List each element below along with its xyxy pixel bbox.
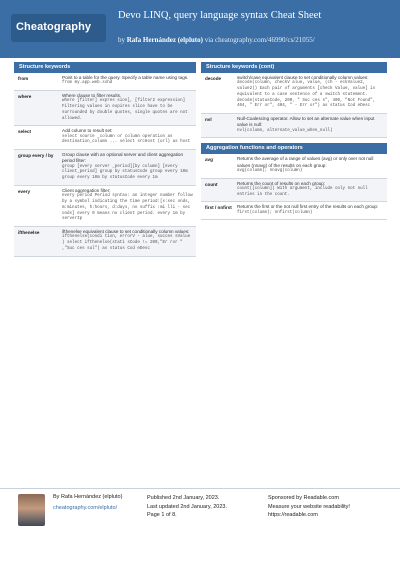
code-example: from my.app.web.sshd	[62, 81, 113, 86]
keyword-description	[62, 229, 196, 253]
code-example: select source _column or column operation as destination_column ... select srcHost (url) as host	[62, 134, 191, 145]
sheet-url[interactable]: cheatography.com/46990/cs/21055/	[215, 36, 315, 44]
keyword-name: avg	[205, 157, 213, 163]
keyword-description	[237, 181, 387, 199]
sponsor-link[interactable]: https://readable.com	[268, 512, 318, 518]
description-text: Null-Coalescing operator. Allow to set an alternate value when input value is null:	[237, 116, 375, 128]
logo-text: Cheatography	[16, 21, 92, 33]
keyword-row	[14, 73, 196, 91]
keyword-description	[62, 75, 196, 87]
description-text: Group clause with an optional server and client aggregation period filter:	[62, 152, 184, 164]
description-text: Returns the first or the not null first entry of the results on each group:	[237, 204, 379, 210]
keyword-description	[237, 156, 387, 174]
section-header: Structure keywords	[14, 62, 196, 73]
keyword-row	[14, 150, 196, 186]
keyword-description	[62, 93, 196, 122]
keyword-row	[201, 154, 387, 178]
keyword-description	[62, 188, 196, 223]
keyword-description	[237, 116, 387, 134]
description-text: Point to a table for the query. Specify a table name using tags.	[62, 75, 189, 80]
keyword-name: count	[205, 181, 218, 187]
keyword-row	[201, 179, 387, 203]
keyword-description	[62, 128, 196, 146]
section-header: Aggregation functions and operators	[201, 143, 387, 154]
keyword-name: select	[18, 129, 32, 135]
page-number: Page 1 of 8.	[147, 512, 177, 518]
code-example: decode(column, checkV alue, value, (ch - eckValue2, value2)) Each pair of arguments [check Value, value] is equivalent to a case sentence of a switch statement. decode(statusCode, 200, " Suc ces s", 400, "Not Found", 404, " Err or", 404, " - Err or") as status Cod eDesc	[237, 81, 376, 109]
keyword-name: group every / by	[18, 153, 54, 159]
keyword-row	[201, 73, 387, 114]
code-example: avg(column); nnavg(column)	[237, 168, 303, 173]
code-example: group [every server _period][by column] [every client_period] group by statusCode group every 10m group every 10m by statusCode every 1m	[62, 164, 188, 181]
description-text: switch/case equivalent clause to set conditionally column values:	[237, 75, 369, 80]
keyword-name: from	[18, 76, 29, 81]
footer-dates	[147, 494, 257, 520]
code-example: where [filter] expres sion], [filter2 expression] Filtering values in expires slice have to be surrounded by double quotes, single quotes are not allowed.	[62, 99, 188, 121]
keyword-row	[14, 227, 196, 257]
keyword-row	[14, 91, 196, 126]
updated-date: Last updated 2nd January, 2023.	[147, 503, 228, 510]
code-example: first(column); nnfirst(column)	[237, 210, 313, 215]
footer-author: By Rafa Hernández (elpluto)	[53, 494, 123, 500]
description-text: Returns the count of results on each group:	[237, 180, 326, 186]
keyword-description	[237, 204, 387, 216]
keyword-row	[14, 126, 196, 150]
keyword-name: nvl	[205, 117, 212, 123]
description-text: Where clause to filter results.	[62, 93, 122, 98]
keyword-name: every	[18, 188, 31, 194]
section-header: Structure keywords (cont)	[201, 62, 387, 73]
section-spacer	[14, 257, 196, 262]
published-date: Published 2nd January, 2023.	[147, 495, 220, 501]
keyword-row	[201, 114, 387, 138]
description-text: Returns the average of a range of values (avg) or only over not null values (nnavg) of the results on each group:	[237, 156, 374, 168]
description-text: Add column to result set:	[62, 128, 113, 134]
footer-sponsor	[268, 494, 393, 520]
code-example: every period Period syntax: an integer number follow by a symbol indicating the time period:[s:sec onds, m:minutes, h:hours, d:days, no suffix :mi lli - sec onds] every 0 means no client period. every 1m by serverIp	[62, 194, 193, 222]
section-spacer	[201, 220, 387, 225]
description-text: ifthenelse equivalent clause to set conditionally column values:	[62, 229, 190, 235]
keyword-row	[201, 202, 387, 220]
right-column	[201, 62, 387, 225]
keyword-name: where	[18, 94, 32, 99]
keyword-name: first / nnfirst	[205, 205, 232, 211]
description-text: Client aggregation filter:	[62, 187, 111, 193]
code-example: count([column]) With argument, include only not null entries in the count.	[237, 186, 368, 197]
header-band	[0, 0, 400, 58]
keyword-row	[14, 186, 196, 227]
keyword-description	[237, 75, 387, 110]
author-avatar	[18, 494, 45, 526]
page-title: Devo LINQ, query language syntax Cheat Sheet	[118, 10, 322, 21]
footer-author-link[interactable]: cheatography.com/elpluto/	[53, 505, 118, 511]
title-byline: by Rafa Hernández (elpluto) via cheatography.com/46990/cs/21055/	[118, 36, 315, 44]
keyword-name: decode	[205, 76, 222, 81]
code-example: nvl(column, alternate_value_when_null)	[237, 128, 333, 133]
keyword-name: ifthenelse	[18, 230, 40, 236]
author-link[interactable]: Rafa Hernández (elpluto)	[126, 36, 203, 44]
code-example: ifthenelse(condi tion, errorV - alue, succes sValue ) select ifthenelse(stati sCode != 200,"Er ror " ,"Suc ces sul") as status Cod eDesc	[62, 235, 191, 251]
sponsor-label: Sponsored by Readable.com	[268, 495, 339, 501]
sponsor-text: Measure your website readability!	[268, 503, 350, 510]
left-column	[14, 62, 196, 262]
keyword-description	[62, 152, 196, 182]
